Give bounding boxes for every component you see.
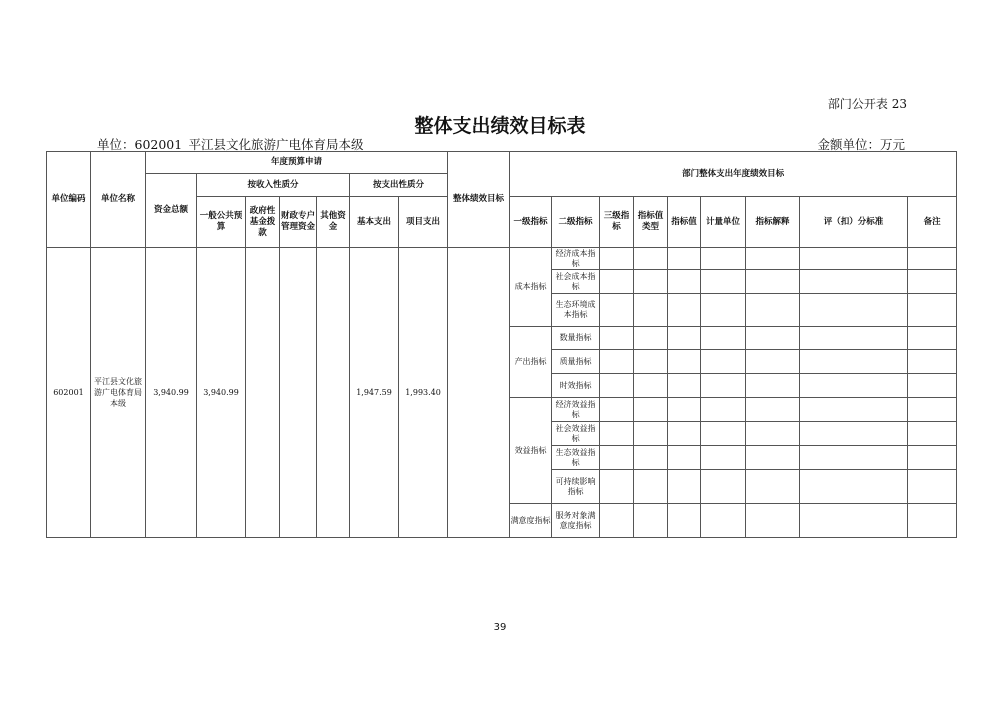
empty-cell bbox=[668, 327, 701, 350]
empty-cell bbox=[701, 374, 746, 398]
table-number-label: 部门公开表 23 bbox=[827, 97, 907, 111]
empty-cell bbox=[701, 422, 746, 446]
level2-indicator: 经济效益指标 bbox=[552, 398, 600, 422]
level1-indicator: 成本指标 bbox=[510, 248, 552, 327]
empty-cell bbox=[800, 350, 908, 374]
empty-cell bbox=[600, 374, 634, 398]
empty-cell bbox=[634, 248, 668, 270]
header-by-income: 按收入性质分 bbox=[197, 174, 350, 197]
level2-indicator: 社会效益指标 bbox=[552, 422, 600, 446]
empty-cell bbox=[600, 248, 634, 270]
empty-cell bbox=[668, 504, 701, 538]
header-indicator-value: 指标值 bbox=[668, 197, 701, 248]
level2-indicator: 社会成本指标 bbox=[552, 270, 600, 294]
empty-cell bbox=[634, 294, 668, 327]
empty-cell bbox=[634, 374, 668, 398]
row-total-funds: 3,940.99 bbox=[146, 248, 197, 538]
empty-cell bbox=[701, 294, 746, 327]
empty-cell bbox=[600, 398, 634, 422]
row-basic-expense: 1,947.59 bbox=[350, 248, 399, 538]
header-dept-target: 部门整体支出年度绩效目标 bbox=[510, 152, 957, 197]
empty-cell bbox=[908, 504, 957, 538]
level1-indicator: 满意度指标 bbox=[510, 504, 552, 538]
empty-cell bbox=[746, 270, 800, 294]
money-unit-label: 金额单位：万元 bbox=[817, 137, 905, 152]
empty-cell bbox=[908, 327, 957, 350]
level2-indicator: 生态环境成本指标 bbox=[552, 294, 600, 327]
header-project-expense: 项目支出 bbox=[399, 197, 448, 248]
level2-indicator: 可持续影响指标 bbox=[552, 470, 600, 504]
header-gov-fund: 政府性基金拨款 bbox=[246, 197, 280, 248]
empty-cell bbox=[701, 248, 746, 270]
empty-cell bbox=[701, 270, 746, 294]
empty-cell bbox=[800, 504, 908, 538]
empty-cell bbox=[701, 446, 746, 470]
empty-cell bbox=[746, 350, 800, 374]
header-perf-target: 整体绩效目标 bbox=[448, 152, 510, 248]
performance-target-table bbox=[46, 151, 957, 538]
level2-indicator: 生态效益指标 bbox=[552, 446, 600, 470]
empty-cell bbox=[908, 422, 957, 446]
level2-indicator: 质量指标 bbox=[552, 350, 600, 374]
empty-cell bbox=[634, 446, 668, 470]
empty-cell bbox=[908, 270, 957, 294]
empty-cell bbox=[701, 350, 746, 374]
empty-cell bbox=[600, 422, 634, 446]
level1-indicator: 效益指标 bbox=[510, 398, 552, 504]
empty-cell bbox=[746, 398, 800, 422]
empty-cell bbox=[908, 470, 957, 504]
empty-cell bbox=[746, 422, 800, 446]
empty-cell bbox=[800, 374, 908, 398]
header-unit-name: 单位名称 bbox=[91, 152, 146, 248]
table-row bbox=[47, 248, 957, 270]
header-level2: 二级指标 bbox=[552, 197, 600, 248]
level2-indicator: 数量指标 bbox=[552, 327, 600, 350]
empty-cell bbox=[668, 294, 701, 327]
empty-cell bbox=[701, 327, 746, 350]
page-number: 39 bbox=[493, 622, 507, 633]
empty-cell bbox=[668, 398, 701, 422]
row-project-expense: 1,993.40 bbox=[399, 248, 448, 538]
empty-cell bbox=[600, 504, 634, 538]
header-remarks: 备注 bbox=[908, 197, 957, 248]
empty-cell bbox=[600, 350, 634, 374]
empty-cell bbox=[634, 422, 668, 446]
empty-cell bbox=[746, 327, 800, 350]
level2-indicator: 服务对象满意度指标 bbox=[552, 504, 600, 538]
empty-cell bbox=[634, 504, 668, 538]
header-annual-budget: 年度预算申请 bbox=[146, 152, 448, 174]
empty-cell bbox=[600, 327, 634, 350]
empty-cell bbox=[600, 470, 634, 504]
row-gov-fund bbox=[246, 248, 280, 538]
header-measure-unit: 计量单位 bbox=[701, 197, 746, 248]
empty-cell bbox=[668, 374, 701, 398]
empty-cell bbox=[600, 446, 634, 470]
header-level1: 一级指标 bbox=[510, 197, 552, 248]
empty-cell bbox=[634, 350, 668, 374]
empty-cell bbox=[634, 270, 668, 294]
empty-cell bbox=[600, 294, 634, 327]
empty-cell bbox=[908, 294, 957, 327]
level1-indicator: 产出指标 bbox=[510, 327, 552, 398]
empty-cell bbox=[668, 248, 701, 270]
empty-cell bbox=[634, 398, 668, 422]
header-basic-expense: 基本支出 bbox=[350, 197, 399, 248]
empty-cell bbox=[746, 446, 800, 470]
empty-cell bbox=[800, 446, 908, 470]
empty-cell bbox=[800, 398, 908, 422]
header-indicator-type: 指标值类型 bbox=[634, 197, 668, 248]
header-special-mgmt: 财政专户管理资金 bbox=[280, 197, 317, 248]
empty-cell bbox=[800, 327, 908, 350]
unit-label: 单位：602001_平江县文化旅游广电体育局本级 bbox=[97, 137, 364, 152]
header-by-expense: 按支出性质分 bbox=[350, 174, 448, 197]
empty-cell bbox=[746, 294, 800, 327]
empty-cell bbox=[600, 270, 634, 294]
level2-indicator: 经济成本指标 bbox=[552, 248, 600, 270]
header-level3: 三级指标 bbox=[600, 197, 634, 248]
row-general-budget: 3,940.99 bbox=[197, 248, 246, 538]
empty-cell bbox=[746, 504, 800, 538]
empty-cell bbox=[701, 398, 746, 422]
empty-cell bbox=[908, 248, 957, 270]
page-title: 整体支出绩效目标表 bbox=[414, 115, 586, 137]
empty-cell bbox=[800, 422, 908, 446]
empty-cell bbox=[701, 504, 746, 538]
empty-cell bbox=[746, 374, 800, 398]
header-unit-code: 单位编码 bbox=[47, 152, 91, 248]
empty-cell bbox=[800, 248, 908, 270]
header-scoring: 评（扣）分标准 bbox=[800, 197, 908, 248]
row-perf-target bbox=[448, 248, 510, 538]
empty-cell bbox=[908, 374, 957, 398]
level2-indicator: 时效指标 bbox=[552, 374, 600, 398]
empty-cell bbox=[668, 270, 701, 294]
row-special-mgmt bbox=[280, 248, 317, 538]
empty-cell bbox=[634, 470, 668, 504]
header-general-budget: 一般公共预算 bbox=[197, 197, 246, 248]
header-total-funds: 资金总额 bbox=[146, 174, 197, 248]
row-unit-code: 602001 bbox=[47, 248, 91, 538]
empty-cell bbox=[800, 470, 908, 504]
header-other-funds: 其他资金 bbox=[317, 197, 350, 248]
empty-cell bbox=[668, 470, 701, 504]
empty-cell bbox=[668, 422, 701, 446]
empty-cell bbox=[701, 470, 746, 504]
empty-cell bbox=[908, 446, 957, 470]
header-explanation: 指标解释 bbox=[746, 197, 800, 248]
empty-cell bbox=[746, 470, 800, 504]
empty-cell bbox=[668, 446, 701, 470]
row-unit-name: 平江县文化旅游广电体育局本级 bbox=[91, 248, 146, 538]
empty-cell bbox=[800, 294, 908, 327]
empty-cell bbox=[668, 350, 701, 374]
empty-cell bbox=[746, 248, 800, 270]
empty-cell bbox=[908, 398, 957, 422]
empty-cell bbox=[800, 270, 908, 294]
empty-cell bbox=[634, 327, 668, 350]
row-other-funds bbox=[317, 248, 350, 538]
empty-cell bbox=[908, 350, 957, 374]
